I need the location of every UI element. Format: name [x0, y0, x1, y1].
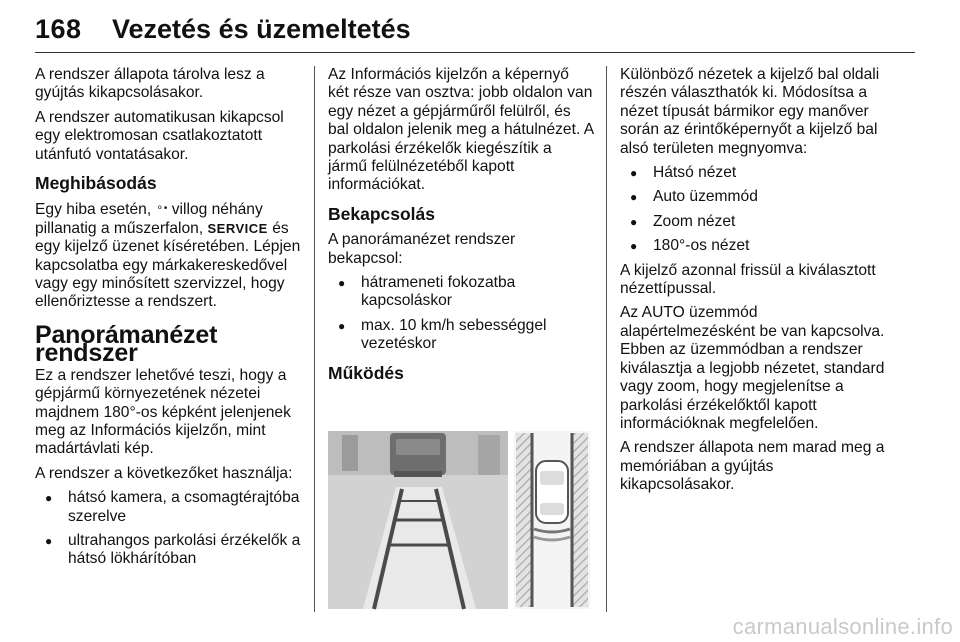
rear-camera-view	[328, 431, 508, 609]
column-right	[620, 66, 892, 501]
paragraph: A rendszer automatikusan kikapcsol egy elektromosan csatlakoztatott utánfutó vontatásakor.	[35, 108, 284, 163]
list-item: ● Hátsó nézet	[620, 164, 892, 182]
panorama-view-illustration	[328, 425, 590, 610]
page-header	[0, 0, 960, 56]
paragraph: Különböző nézetek a kijelző bal oldali részén választhatók ki. Módosítsa a nézet típusát bármikor egy manőver során az érintőképernyőt a kijelző bal alsó területen megnyomva:	[620, 66, 880, 157]
parking-sensor-indicator-icon: ⚬•	[155, 203, 168, 215]
paragraph-fault	[35, 200, 305, 311]
paragraph: Az Információs kijelzőn a képernyő két része van osztva: jobb oldalon van egy nézet a gépjárműről felülről, és bal oldalon jelenik meg a hátulnézet. A parkolási érzékelők kiegészítik a jármű felülnézetéből kapott információkat.	[328, 66, 594, 194]
column-divider-left	[314, 66, 315, 612]
section-heading: Panorámanézet rendszer	[35, 320, 218, 368]
list-item: ● max. 10 km/h sebességgel vezetéskor	[328, 317, 594, 354]
bullet-list	[35, 489, 305, 569]
heading-activation: Bekapcsolás	[328, 203, 436, 224]
bullet-list	[620, 164, 892, 256]
column-left	[35, 66, 305, 575]
panorama-view-svg	[328, 425, 590, 610]
page-number: 168	[35, 14, 82, 44]
text-run: és egy kijelző üzenet kíséretében. Lépjen kapcsolatba egy márkakereskedővel vagy egy minősített szervizzel, hogy ellenőriztesse a rendszert.	[35, 219, 301, 311]
text-run: Egy hiba esetén,	[35, 201, 152, 219]
service-label: SERVICE	[207, 220, 268, 236]
paragraph: A kijelző azonnal frissül a kiválasztott nézettípussal.	[620, 261, 876, 298]
paragraph: A rendszer állapota nem marad meg a memóriában a gyújtás kikapcsolásakor.	[620, 439, 885, 494]
paragraph: A rendszer állapota tárolva lesz a gyújtás kikapcsolásakor.	[35, 66, 265, 102]
chapter-title: Vezetés és üzemeltetés	[112, 14, 411, 44]
list-item: ● hátrameneti fokozatba kapcsoláskor	[328, 274, 594, 311]
paragraph: A rendszer a következőket használja:	[35, 464, 293, 482]
top-down-view	[514, 431, 590, 609]
heading-operation: Működés	[328, 362, 404, 383]
list-item: ● Auto üzemmód	[620, 188, 892, 206]
paragraph: A panorámanézet rendszer bekapcsol:	[328, 231, 516, 267]
text-run: villog néhány pillanatig a műszerfalon,	[35, 201, 263, 237]
watermark: carmanualsonline.info	[732, 614, 953, 639]
column-middle	[328, 66, 594, 390]
paragraph: Az AUTO üzemmód alapértelmezésként be van kapcsolva. Ebben az üzemmódban a rendszer kiválasztja a legjobb nézetet, standard vagy zoom, hogy megjelenítse a parkolási érzékelőktől kapott információknak megfelelően.	[620, 304, 885, 432]
list-item: ● Zoom nézet	[620, 213, 892, 231]
header-rule	[35, 52, 915, 53]
paragraph: Ez a rendszer lehetővé teszi, hogy a gépjármű környezetének nézetei majdnem 180°-os képként jelenjenek meg az Információs kijelzőn, mint madártávlati kép.	[35, 366, 291, 458]
heading-fault: Meghibásodás	[35, 173, 157, 194]
list-item: ● hátsó kamera, a csomagtérajtóba szerelve	[35, 489, 305, 526]
column-divider-right	[606, 66, 607, 612]
list-item: ● ultrahangos parkolási érzékelők a hátsó lökhárítóban	[35, 532, 305, 569]
bullet-list	[328, 274, 594, 354]
list-item: ● 180°-os nézet	[620, 237, 892, 255]
